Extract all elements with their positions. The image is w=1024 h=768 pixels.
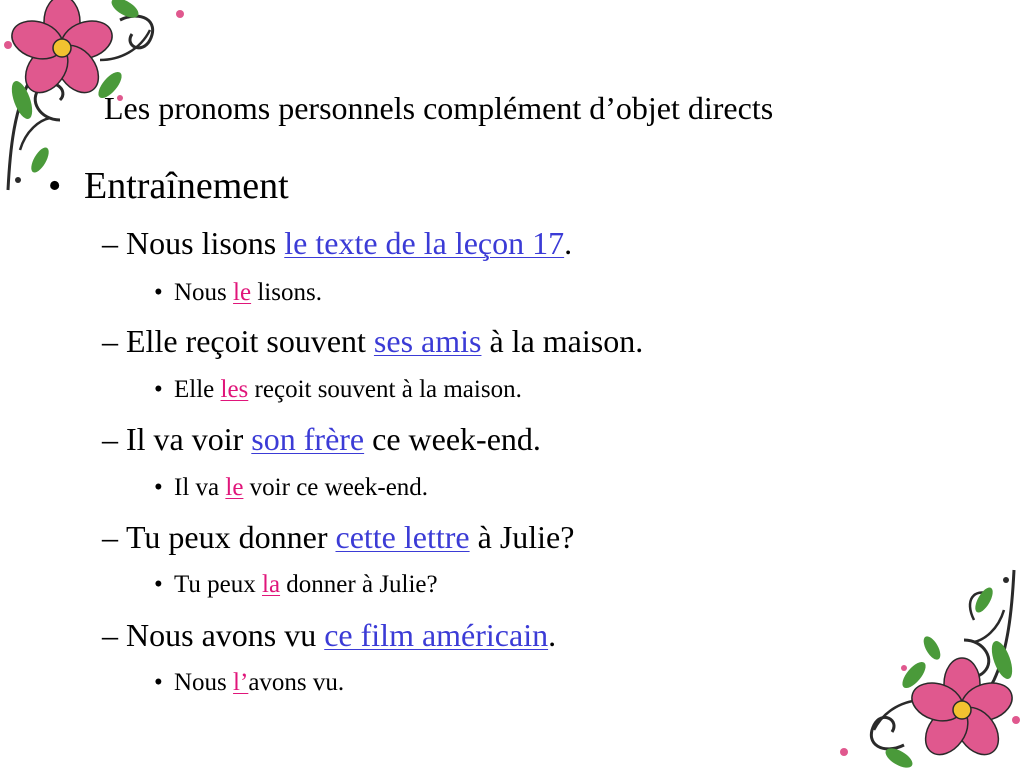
- direct-object-link[interactable]: cette lettre: [335, 519, 470, 555]
- flower-vine-corner-bottom-right-icon: [824, 560, 1024, 768]
- exercise-answer: [154, 668, 344, 698]
- dash-icon: –: [102, 225, 118, 261]
- bullet-dot-icon: •: [154, 571, 163, 598]
- answer-post: lisons.: [251, 279, 322, 306]
- direct-object-link[interactable]: ses amis: [373, 323, 482, 359]
- direct-object-link[interactable]: le texte de la leçon 17: [284, 225, 565, 261]
- answer-pre: Il va: [174, 474, 226, 501]
- sentence-pre: Nous avons vu: [126, 617, 325, 653]
- sentence-pre: Elle reçoit souvent: [126, 323, 374, 359]
- dash-icon: –: [102, 617, 118, 653]
- sentence-pre: Tu peux donner: [126, 519, 336, 555]
- answer-post: donner à Julie?: [280, 571, 438, 598]
- answer-post: reçoit souvent à la maison.: [248, 376, 522, 403]
- exercise-answer: [154, 375, 522, 405]
- direct-object-link[interactable]: son frère: [251, 421, 365, 457]
- answer-pre: Nous: [174, 279, 234, 306]
- exercise-answer: [154, 570, 438, 600]
- answer-pre: Nous: [174, 669, 234, 696]
- heading-text: Entraînement: [84, 165, 289, 207]
- dash-icon: –: [102, 323, 118, 359]
- sentence-pre: Nous lisons: [126, 225, 285, 261]
- bullet-dot-icon: •: [154, 279, 163, 306]
- pronoun-link[interactable]: l’: [233, 669, 249, 696]
- bullet-dot-icon: •: [154, 376, 163, 403]
- sentence-post: ce week-end.: [364, 421, 541, 457]
- direct-object-link[interactable]: ce film américain: [324, 617, 549, 653]
- answer-post: voir ce week-end.: [243, 474, 429, 501]
- exercise-answer: [154, 473, 428, 503]
- exercise-sentence: [102, 224, 572, 262]
- exercise-answer: [154, 278, 322, 308]
- sentence-post: .: [564, 225, 573, 261]
- bullet-dot-icon: •: [154, 669, 163, 696]
- bullet-dot-icon: •: [154, 474, 163, 501]
- slide-title: Les pronoms personnels complément d’objet directs: [104, 90, 774, 126]
- exercise-sentence: [102, 322, 643, 360]
- exercise-sentence: [102, 420, 541, 458]
- pronoun-link[interactable]: le: [225, 474, 244, 501]
- dash-icon: –: [102, 421, 118, 457]
- sentence-post: à la maison.: [481, 323, 644, 359]
- sentence-post: à Julie?: [469, 519, 575, 555]
- sentence-pre: Il va voir: [126, 421, 252, 457]
- bullet-heading: [48, 164, 289, 208]
- bullet-dot-icon: •: [48, 165, 62, 207]
- exercise-sentence: [102, 616, 556, 654]
- answer-pre: Tu peux: [174, 571, 262, 598]
- sentence-post: .: [548, 617, 557, 653]
- answer-post: avons vu.: [248, 669, 345, 696]
- exercise-sentence: [102, 518, 574, 556]
- pronoun-link[interactable]: les: [220, 376, 249, 403]
- dash-icon: –: [102, 519, 118, 555]
- pronoun-link[interactable]: le: [233, 279, 252, 306]
- pronoun-link[interactable]: la: [262, 571, 281, 598]
- answer-pre: Elle: [174, 376, 221, 403]
